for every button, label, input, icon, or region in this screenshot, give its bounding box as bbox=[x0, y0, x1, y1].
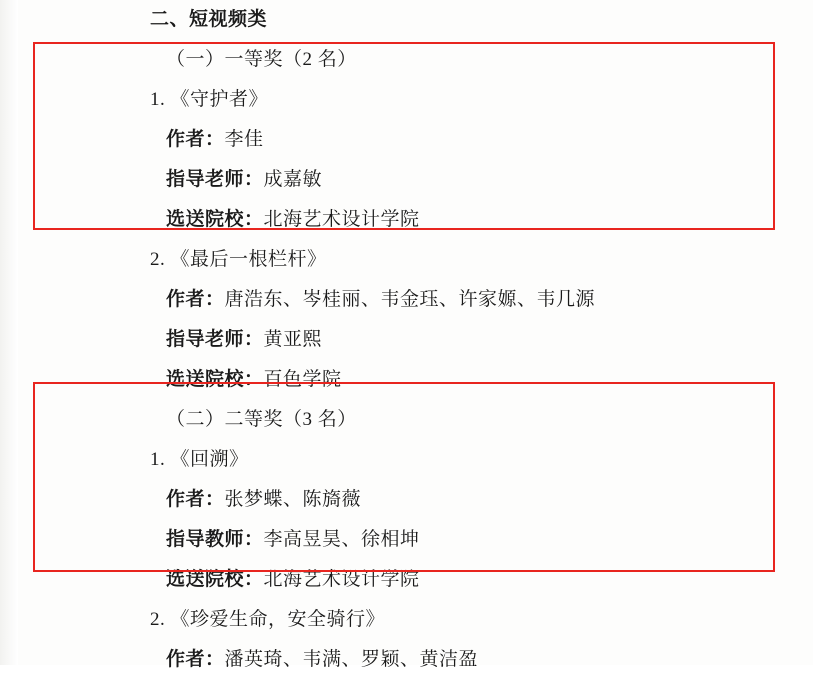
entry-line-teacher bbox=[150, 160, 790, 200]
award-title-first-prize: （一）一等奖（2 名） bbox=[166, 49, 357, 70]
school-label: 选送院校： bbox=[166, 209, 264, 230]
teacher-label: 指导老师： bbox=[166, 169, 264, 190]
entry-number: 2. bbox=[150, 609, 166, 630]
entry-work-title: 《守护者》 bbox=[170, 89, 269, 110]
entry-number: 1. bbox=[150, 89, 166, 110]
author-value: 唐浩东、岑桂丽、韦金珏、许家嫄、韦几源 bbox=[224, 289, 596, 310]
school-label: 选送院校： bbox=[166, 369, 264, 390]
entry-line-work bbox=[150, 80, 790, 120]
entry-line-school bbox=[150, 360, 790, 400]
entry-line-work bbox=[150, 600, 790, 640]
entry-number: 2. bbox=[150, 249, 166, 270]
author-value: 潘英琦、韦满、罗颖、黄洁盈 bbox=[224, 649, 479, 670]
teacher-label: 指导教师： bbox=[166, 529, 264, 550]
entry-line-school bbox=[150, 200, 790, 240]
teacher-value: 黄亚熙 bbox=[263, 329, 323, 350]
teacher-label: 指导老师： bbox=[166, 329, 264, 350]
author-value: 张梦蝶、陈旖薇 bbox=[224, 489, 362, 510]
school-value: 百色学院 bbox=[263, 369, 342, 390]
school-value: 北海艺术设计学院 bbox=[263, 569, 420, 590]
entry-line-work bbox=[150, 440, 790, 480]
school-label: 选送院校： bbox=[166, 569, 264, 590]
teacher-value: 李高昱昊、徐相坤 bbox=[263, 529, 420, 550]
author-label: 作者： bbox=[166, 289, 225, 310]
award-title-second-prize: （二）二等奖（3 名） bbox=[166, 409, 357, 430]
author-label: 作者： bbox=[166, 489, 225, 510]
entry-line-teacher bbox=[150, 520, 790, 560]
page-left-edge bbox=[0, 0, 18, 665]
entry-work-title: 《最后一根栏杆》 bbox=[170, 249, 327, 270]
section-heading: 二、短视频类 bbox=[150, 9, 268, 30]
entry-line-work bbox=[150, 240, 790, 280]
entry-number: 1. bbox=[150, 449, 166, 470]
document-content bbox=[150, 0, 790, 680]
teacher-value: 成嘉敏 bbox=[263, 169, 323, 190]
entry-line-author bbox=[150, 120, 790, 160]
author-label: 作者： bbox=[166, 649, 225, 670]
entry-line-school bbox=[150, 560, 790, 600]
entry-line-author bbox=[150, 640, 790, 680]
entry-work-title: 《珍爱生命，安全骑行》 bbox=[170, 609, 386, 630]
author-label: 作者： bbox=[166, 129, 225, 150]
author-value: 李佳 bbox=[224, 129, 264, 150]
entry-work-title: 《回溯》 bbox=[170, 449, 249, 470]
entry-line-author bbox=[150, 280, 790, 320]
entry-line-author bbox=[150, 480, 790, 520]
school-value: 北海艺术设计学院 bbox=[263, 209, 420, 230]
entry-line-teacher bbox=[150, 320, 790, 360]
